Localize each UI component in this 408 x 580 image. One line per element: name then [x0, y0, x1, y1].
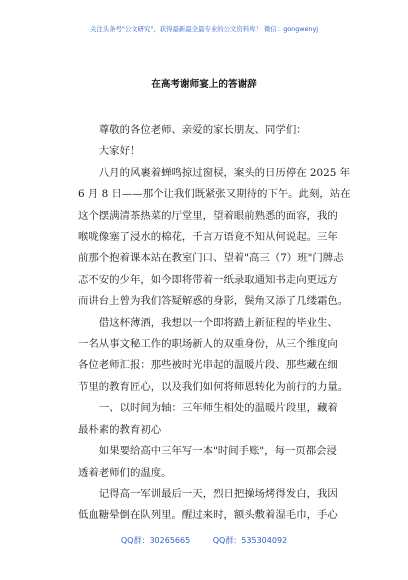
paragraph-line: 前那个抱着课本站在教室门口、望着"高三（7）班"门牌忐	[78, 252, 344, 265]
header-notice: 关注头条号"公文研究"，获得最新最全最专业的公文资料库！ 微信：gongwenyj	[89, 25, 319, 33]
paragraph-line: 喉咙像塞了浸水的棉花，千言万语竟不知从何说起。三年	[78, 231, 338, 244]
footer-qq-group-1	[111, 536, 200, 545]
qq-group-2-number: 535304092	[241, 536, 288, 545]
paragraph-line: 这个摆满清茶热菜的厅堂里，望着眼前熟悉的面容，我的	[78, 209, 338, 222]
paragraph-line: 如果要给高中三年写一本"时间手账"，每一页都会浸	[98, 445, 337, 458]
paragraph-line: 低血糖晕倒在队列里。醒过来时，额头敷着湿毛巾，手心	[78, 509, 338, 522]
paragraph-line: 各位老师汇报：那些被时光串起的温暖片段、那些藏在细	[78, 359, 338, 372]
paragraph-line: 忑不安的少年，如今即将带着一纸录取通知书走向更远方	[78, 273, 338, 286]
paragraph-line: 节里的教育匠心，以及我们如何将师恩转化为前行的力量。	[78, 380, 349, 393]
qq-group-1-label: QQ群：	[120, 536, 150, 545]
footer-qq-group-2	[203, 536, 297, 545]
paragraph-line: 最朴素的教育初心	[78, 423, 162, 436]
document-title: 在高考谢师宴上的答谢辞	[151, 79, 257, 90]
paragraph-line: 大家好！	[98, 145, 141, 158]
paragraph-line: 尊敬的各位老师、亲爱的家长朋友、同学们：	[98, 124, 307, 136]
paragraph-line: 而讲台上曾为我们答疑解惑的身影，鬓角又添了几缕霜色。	[78, 295, 349, 308]
qq-group-1-number: 30265665	[149, 536, 191, 545]
qq-group-2-label: QQ群：	[212, 536, 242, 545]
paragraph-line: 八月的风裹着蝉鸣掠过窗棂，案头的日历停在 2025 年	[98, 166, 351, 179]
footer-contact	[0, 535, 408, 546]
paragraph-line: 透着老师们的温度。	[78, 466, 172, 479]
paragraph-line: 一、以时间为轴：三年师生相处的温暖片段里，藏着	[98, 402, 338, 415]
document-body	[78, 120, 351, 527]
paragraph-line: 6 月 8 日——那个让我们既紧张又期待的下午。此刻，站在	[78, 188, 351, 201]
paragraph-line: 一名从事文秘工作的职场新人的双重身份，从三个维度向	[78, 338, 338, 351]
paragraph-line: 借这杯薄酒，我想以一个即将踏上新征程的毕业生、	[98, 316, 338, 329]
paragraph-line: 记得高一军训最后一天，烈日把操场烤得发白，我因	[98, 487, 338, 500]
